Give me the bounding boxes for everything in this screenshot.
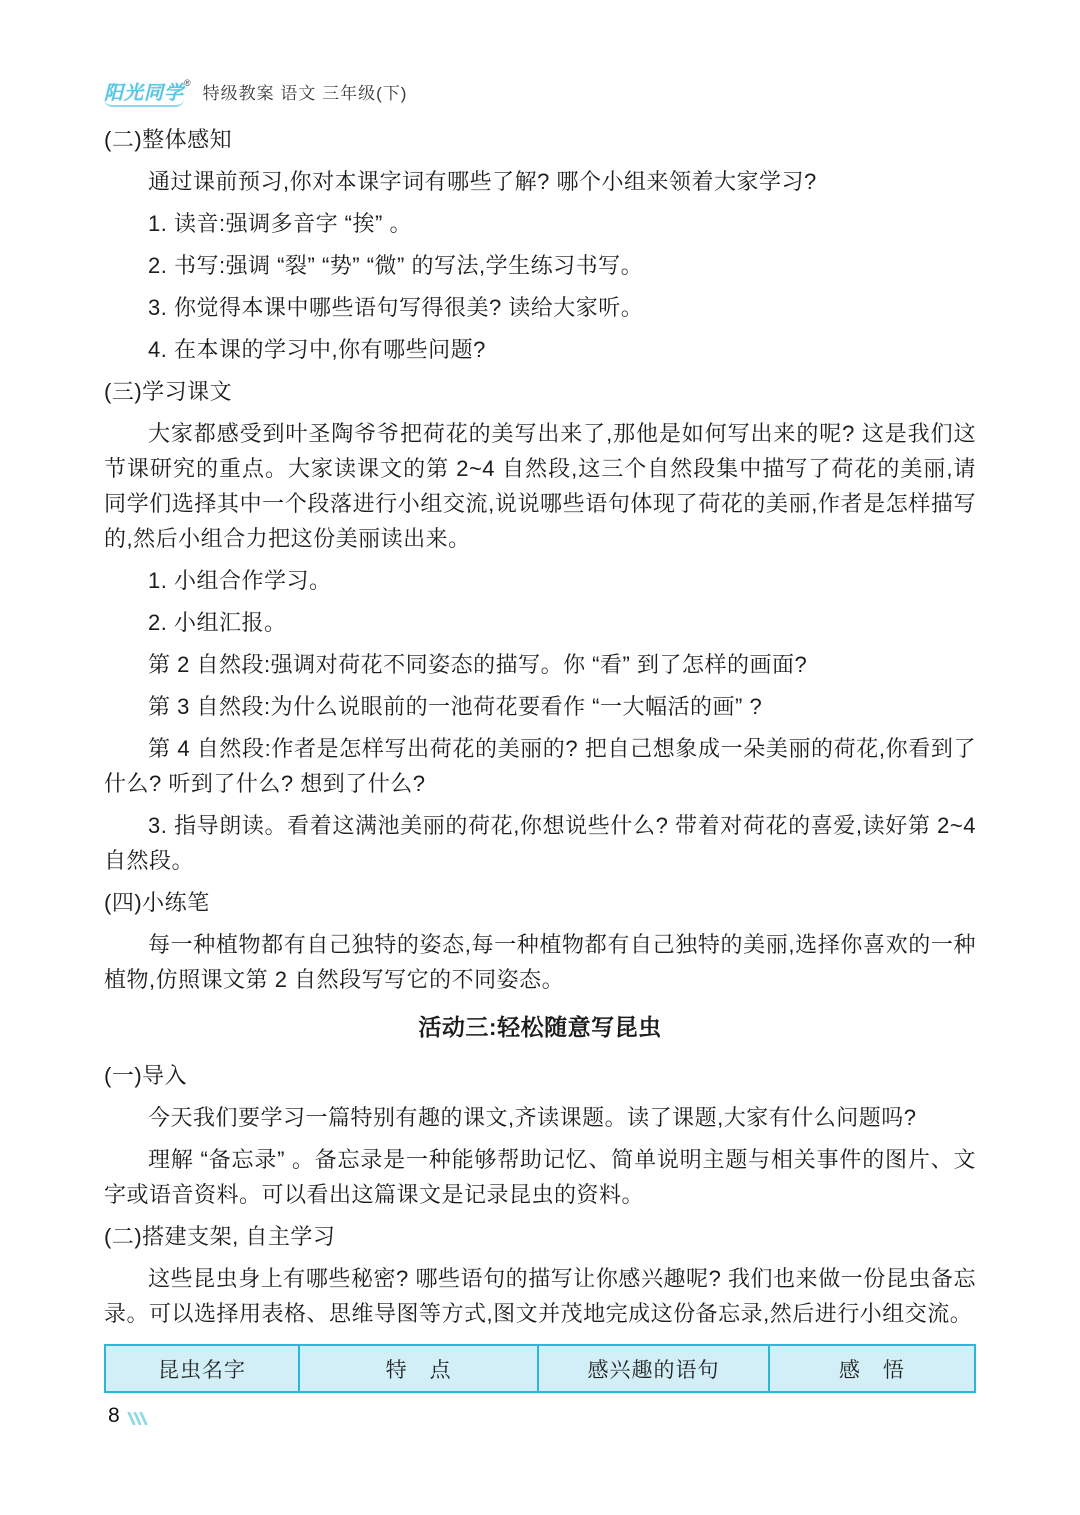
memo-table-column-header: 感兴趣的语句 bbox=[538, 1345, 769, 1392]
section-heading-overall-perception: (二)整体感知 bbox=[104, 127, 233, 152]
brand-logo bbox=[104, 78, 191, 105]
memo-table-column-header: 感 悟 bbox=[769, 1345, 975, 1392]
paragraph: 今天我们要学习一篇特别有趣的课文,齐读课题。读了课题,大家有什么问题吗? bbox=[148, 1105, 917, 1130]
paragraph: 大家都感受到叶圣陶爷爷把荷花的美写出来了,那他是如何写出来的呢? 这是我们这节课研究的重点。大家读课文的第 2~4 自然段,这三个自然段集中描写了荷花的美丽,请同学们选择其中一个段落进行小组交流,说说哪些语句体现了荷花的美丽,作者是怎样描写的,然后小组合力把这份美丽读出来。 bbox=[104, 421, 976, 551]
section-heading-mini-writing: (四)小练笔 bbox=[104, 890, 210, 915]
page-decoration-slashes-icon bbox=[130, 1412, 145, 1425]
insect-memo-table bbox=[104, 1344, 976, 1393]
activity-title: 活动三:轻松随意写昆虫 bbox=[418, 1014, 662, 1040]
section-heading-scaffold: (二)搭建支架, 自主学习 bbox=[104, 1224, 336, 1249]
paragraph: 每一种植物都有自己独特的姿态,每一种植物都有自己独特的美丽,选择你喜欢的一种植物,仿照课文第 2 自然段写写它的不同姿态。 bbox=[104, 932, 976, 992]
registered-trademark-icon: ® bbox=[184, 77, 191, 88]
list-item: 1. 读音:强调多音字 “挨” 。 bbox=[148, 211, 412, 236]
list-item: 3. 你觉得本课中哪些语句写得很美? 读给大家听。 bbox=[148, 295, 644, 320]
section-heading-lead-in: (一)导入 bbox=[104, 1063, 188, 1088]
document-subtitle: 特级教案 语文 三年级(下) bbox=[202, 83, 408, 103]
document-body bbox=[104, 122, 976, 1331]
memo-table-header-row bbox=[105, 1345, 975, 1392]
section-heading-study-text: (三)学习课文 bbox=[104, 379, 233, 404]
paragraph: 这些昆虫身上有哪些秘密? 哪些语句的描写让你感兴趣呢? 我们也来做一份昆虫备忘录。可以选择用表格、思维导图等方式,图文并茂地完成这份备忘录,然后进行小组交流。 bbox=[104, 1266, 976, 1326]
document-footer bbox=[108, 1404, 145, 1428]
list-item: 1. 小组合作学习。 bbox=[148, 568, 332, 593]
list-item: 第 2 自然段:强调对荷花不同姿态的描写。你 “看” 到了怎样的画面? bbox=[148, 652, 808, 677]
list-item: 第 3 自然段:为什么说眼前的一池荷花要看作 “一大幅活的画” ? bbox=[148, 694, 763, 719]
list-item: 4. 在本课的学习中,你有哪些问题? bbox=[148, 337, 486, 362]
brand-logo-text: 阳光同学 bbox=[104, 83, 184, 107]
memo-table-column-header: 特 点 bbox=[299, 1345, 538, 1392]
page-number: 8 bbox=[108, 1404, 120, 1427]
document-header bbox=[104, 76, 976, 106]
list-item: 第 4 自然段:作者是怎样写出荷花的美丽的? 把自己想象成一朵美丽的荷花,你看到了什么? 听到了什么? 想到了什么? bbox=[104, 736, 976, 796]
memo-table-column-header: 昆虫名字 bbox=[105, 1345, 299, 1392]
paragraph: 通过课前预习,你对本课字词有哪些了解? 哪个小组来领着大家学习? bbox=[148, 169, 817, 194]
list-item: 3. 指导朗读。看着这满池美丽的荷花,你想说些什么? 带着对荷花的喜爱,读好第 2~4 自然段。 bbox=[104, 813, 976, 873]
paragraph: 理解 “备忘录” 。备忘录是一种能够帮助记忆、简单说明主题与相关事件的图片、文字或语音资料。可以看出这篇课文是记录昆虫的资料。 bbox=[104, 1147, 976, 1207]
list-item: 2. 小组汇报。 bbox=[148, 610, 287, 635]
list-item: 2. 书写:强调 “裂” “势” “微” 的写法,学生练习书写。 bbox=[148, 253, 644, 278]
